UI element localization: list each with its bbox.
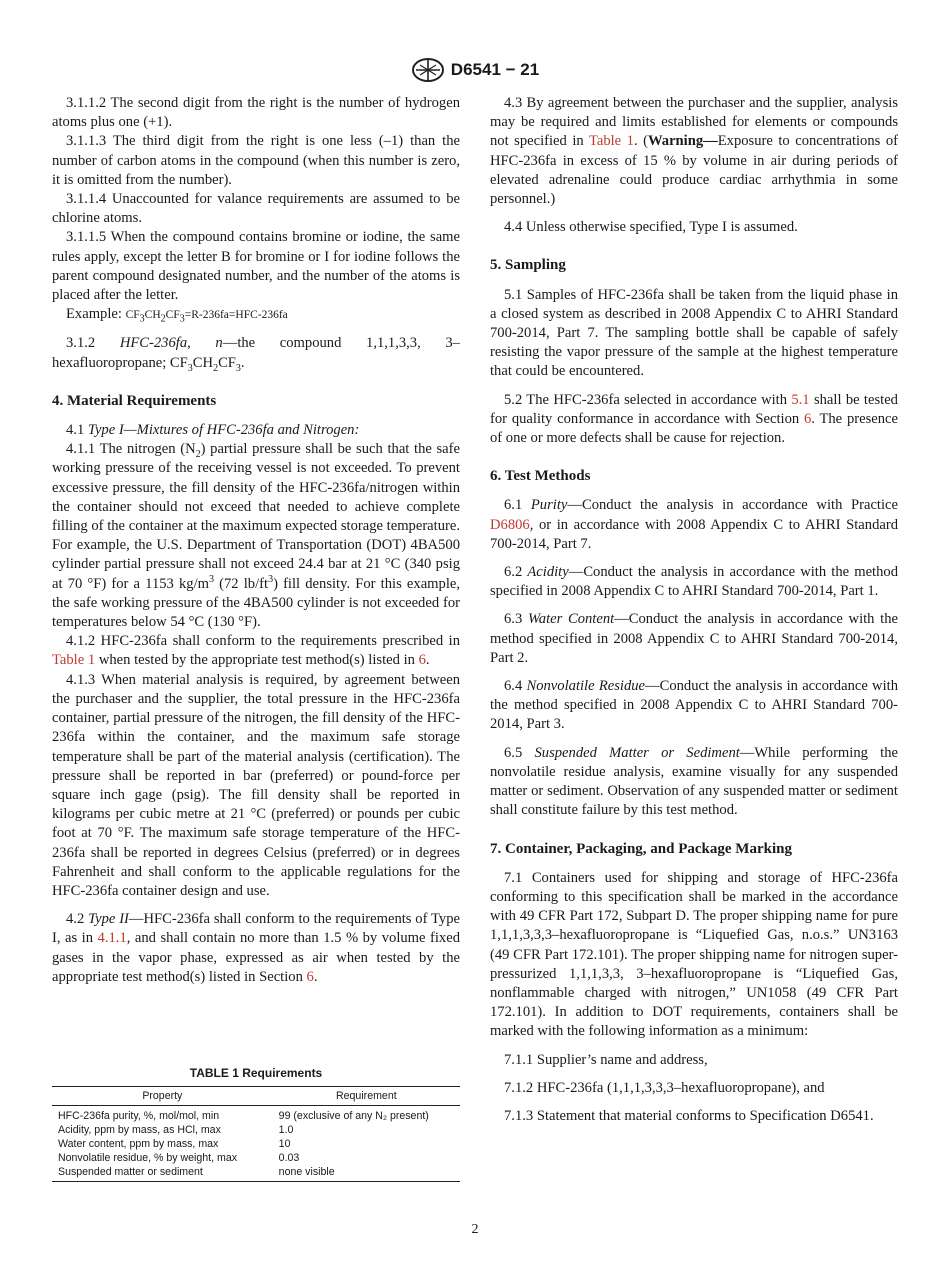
section-4-heading: 4. Material Requirements [52,392,217,409]
para-4-1-3: 4.1.3 When material analysis is required, by agreement between the purchaser and the supplier, the total pressure in the HFC-236fa container, partial pressure of the nitrogen, the fill density of the HFC-236fa within the container, and the maximum safe storage temperature shall be part of the material analysis (certification). The pressure shall be reported in bar (preferred) or pound-force per square inch gage (psig). The fill density shall be reported in kilograms per cubic metre at 21 °C (preferred) or pounds per cubic foot at 70 °F. The maximum safe storage temperature of the HFC-236fa shall be reported in degrees Celsius (preferred) or in degrees Fahrenheit and shall conform to the applicable regulations for the HFC-236fa container design and use. [52,671,460,899]
para-3-1-1-5: 3.1.1.5 When the compound contains bromine or iodine, the same rules apply, except the letter B for bromine or I for iodine follows the parent compound designated number, and the number of the atoms is placed after the letter. [52,229,460,304]
table-row [52,1165,460,1182]
table-cell: Nonvolatile residue, % by weight, max [58,1152,238,1164]
requirements-table [52,1086,460,1182]
para-4-1-2: 4.1.2 HFC-236fa shall conform to the requirements prescribed in Table 1 when tested by the appropriate test method(s) listed in 6. [52,633,460,669]
table-cell: Water content, ppm by mass, max [58,1138,219,1150]
table-title: TABLE 1 Requirements [189,1066,323,1080]
para-3-1-1-4: 3.1.1.4 Unaccounted for valance requirements are assumed to be chlorine atoms. [52,191,460,227]
table-cell: 10 [278,1138,291,1150]
para-4-1: 4.1 Type I—Mixtures of HFC-236fa and Nitrogen: [66,422,360,439]
d6806-link[interactable]: D6806 [490,516,530,533]
para-7-1: 7.1 Containers used for shipping and storage of HFC-236fa conforming to this specification shall be marked in the accordance with 49 CFR Part 172, Subpart D. The proper shipping name for pure 1,1,1,3,3,3–hexafluoropropane is “Liquefied Gas, n.o.s.” UN3163 (49 CFR Part 172.101). The proper shipping name for nitrogen super-pressurized 1,1,1,3,3, 3–hexafluoropropane is “Liquefied Gas, nonflammable charged with nitrogen,” UN1058 (49 CFR Part 172.101). In addition to DOT requirements, containers shall be marked with the following information as a minimum: [490,869,898,1040]
table-row [52,1151,460,1165]
para-3-1-2: 3.1.2 HFC-236fa, n—the compound 1,1,1,3,3, 3–hexafluoropropane; $CF_3CH_2CF_3$. [52,335,460,374]
table-1 [52,1066,460,1182]
para-3-1-1-3: 3.1.1.3 The third digit from the right is one less (–1) than the number of carbon atoms in the compound (when this number is zero, it is omitted from the number). [52,133,460,188]
para-6-4: 6.4 Nonvolatile Residue—Conduct the analysis in accordance with the method specified in 2008 Appendix C to AHRI Standard 700-2014, Part 3. [490,678,898,733]
table-cell: 1.0 [278,1124,294,1136]
left-column [52,94,460,987]
right-column [490,94,898,1126]
para-4-1-1-link[interactable]: 4.1.1 [97,930,127,947]
table-cell: Suspended matter or sediment [52,1165,273,1182]
document-id: D6541 − 21 [450,60,540,79]
para-3-1-1-2: 3.1.1.2 The second digit from the right is the number of hydrogen atoms plus one (+1). [52,95,460,131]
para-4-4: 4.4 Unless otherwise specified, Type I is assumed. [504,219,798,236]
table-row [52,1137,460,1151]
table-cell: none visible [273,1165,460,1182]
section-6-heading: 6. Test Methods [490,468,591,485]
para-7-1-1: 7.1.1 Supplier’s name and address, [504,1051,708,1068]
table-row [52,1106,460,1124]
para-4-1-1: 4.1.1 The nitrogen $(N_2)$ partial pressure shall be such that the safe working pressure of the receiving vessel is not exceeded. To prevent excessive pressure, the fill density of the HFC-236fa/nitrogen within the container should not exceed that needed to achieve complete filling of the container at the maximum expected storage temperature. For example, the U.S. Department of Transportation (DOT) 4BA500 cylinder partial pressure shall not exceed 24.4 bar at 21 °C (340 psig at 70 °F) for a 1153 $kg/m^3$ (72 $lb/ft^3$) fill density. For this example, the safe working pressure of the 4BA500 cylinder is not exceeded for temperatures below 54 °C (130 °F). [52,441,460,631]
table-row [52,1123,460,1137]
para-5-2: 5.2 The HFC-236fa selected in accordance with 5.1 shall be tested for quality conformance in accordance with Section 6. The presence of one or more defects shall be cause for rejection. [490,391,898,447]
column-header: Requirement [273,1087,460,1106]
para-4-3: 4.3 By agreement between the purchaser and the supplier, analysis may be required and limits established for elements or compounds not specified in Table 1. (Warning—Exposure to concentrations of HFC-236fa in excess of 15 % by volume in air during periods of elevated adrenaline could produce cardiac arrhythmia in some personnel.) [490,95,898,208]
section-6-link[interactable]: 6 [306,968,314,985]
page-header [0,56,950,84]
para-6-5: 6.5 Suspended Matter or Sediment—While performing the nonvolatile residue analysis, examine visually for any suspended matter or sediment. Observation of any suspended matter or sediment shall constitute failure by this test method. [490,744,898,819]
para-5-1: 5.1 Samples of HFC-236fa shall be taken from the liquid phase in a closed system as described in 2008 Appendix C to AHRI Standard 700-2014, Part 7. The sampling bottle shall be capable of safely resisting the vapor pressure of the sample at the highest temperature that could be encountered. [490,286,898,380]
table-cell: 99 (exclusive of any N₂ present) [278,1110,429,1122]
table-cell: Acidity, ppm by mass, as HCl, max [58,1124,221,1136]
table-cell: HFC-236fa purity, %, mol/mol, min [58,1110,220,1122]
section-6-link[interactable]: 6 [803,410,812,427]
para-6-1: 6.1 Purity—Conduct the analysis in accordance with Practice D6806, or in accordance with 2008 Appendix C to AHRI Standard 700-2014, Part 7. [490,497,898,552]
section-7-heading: 7. Container, Packaging, and Package Marking [490,840,792,857]
para-7-1-3: 7.1.3 Statement that material conforms to Specification D6541. [504,1107,874,1124]
section-5-heading: 5. Sampling [490,257,566,274]
para-6-2: 6.2 Acidity—Conduct the analysis in accordance with the method specified in 2008 Appendix C to AHRI Standard 700-2014, Part 1. [490,564,899,600]
para-4-2: 4.2 Type II—HFC-236fa shall conform to the requirements of Type I, as in 4.1.1, and shall contain no more than 1.5 % by volume fixed gases in the vapor phase, expressed as air when tested by the appropriate test method(s) listed in Section 6. [52,911,460,985]
para-5-1-link[interactable]: 5.1 [791,391,810,408]
table-cell: 0.03 [278,1152,300,1164]
column-header: Property [52,1087,273,1106]
section-6-link[interactable]: 6 [418,652,426,669]
page-number: 2 [471,1222,479,1237]
example-line: Example: $CF_3CH_2CF_3=R-236fa=HFC-236fa$ [66,306,288,325]
para-6-3: 6.3 Water Content—Conduct the analysis in accordance with the method specified in 2008 Appendix C to AHRI Standard 700-2014, Part 2. [490,611,899,666]
astm-logo-icon [411,57,445,83]
table-1-link[interactable]: Table 1 [588,133,634,150]
table-1-link[interactable]: Table 1 [52,652,96,669]
para-7-1-2: 7.1.2 HFC-236fa (1,1,1,3,3,3–hexafluoropropane), and [504,1079,825,1096]
